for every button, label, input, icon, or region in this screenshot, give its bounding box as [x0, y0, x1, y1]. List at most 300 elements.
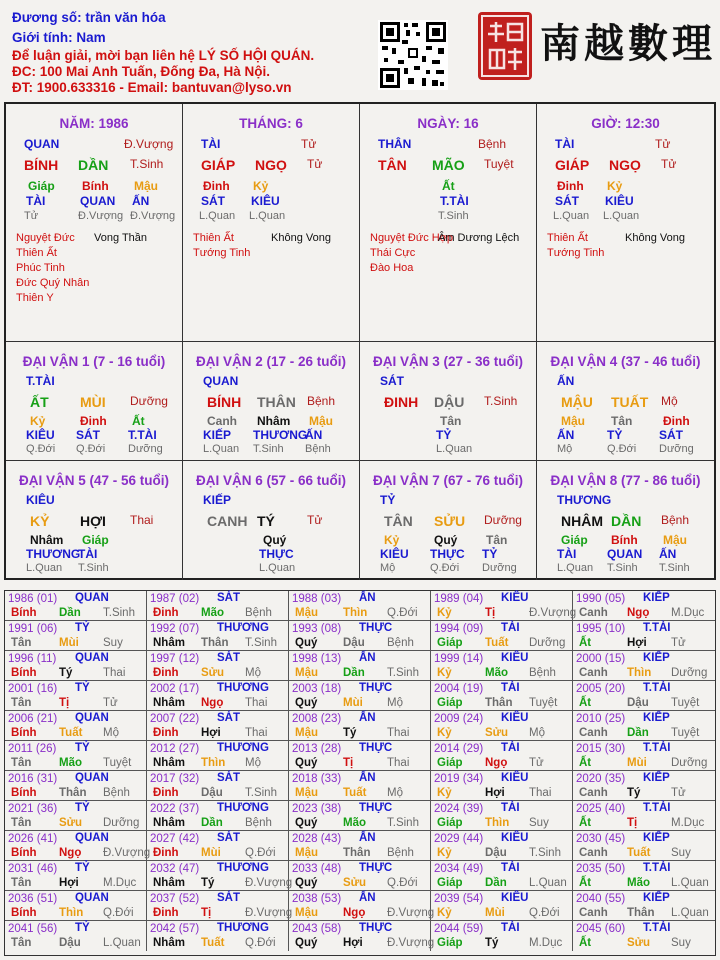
luck-hidden-stem: Quý — [434, 533, 458, 547]
year-cell — [573, 891, 715, 921]
year-stem: Kỷ — [437, 787, 452, 799]
year-label: 2015 (30) — [576, 743, 626, 755]
star-left: Tướng Tinh — [193, 247, 251, 259]
luck-state: Tử — [307, 513, 323, 527]
luck-god: KIÊU — [26, 493, 55, 507]
year-god: THỰC — [359, 682, 393, 694]
luck-title: ĐẠI VẬN 6 (57 - 66 tuổi) — [195, 473, 347, 488]
year-label: 1993 (08) — [292, 623, 342, 635]
year-state: Dưỡng — [103, 817, 140, 829]
year-stem: Ất — [579, 817, 592, 829]
year-state: Đ.Vượng — [387, 907, 435, 919]
pillar-cell — [183, 104, 360, 342]
year-branch: Tuất — [343, 787, 367, 799]
year-state: Dưỡng — [671, 667, 708, 679]
year-stem: Quý — [295, 697, 318, 709]
year-god: THƯƠNG — [217, 802, 269, 814]
year-label: 1999 (14) — [434, 653, 484, 665]
luck-hidden-god: THỰC — [430, 547, 465, 561]
year-stem: Quý — [295, 937, 318, 949]
year-cell — [5, 651, 147, 681]
year-cell — [5, 771, 147, 801]
luck-hidden-stem: Ất — [132, 414, 145, 428]
year-god: KIẾP — [643, 712, 670, 724]
year-cell — [147, 741, 289, 771]
year-label: 2024 (39) — [434, 803, 484, 815]
luck-god: QUAN — [203, 374, 239, 388]
pillar-cell — [537, 104, 714, 342]
year-branch: Thìn — [201, 757, 226, 769]
year-branch: Mão — [627, 877, 650, 889]
year-state: Tử — [529, 757, 544, 769]
hidden-god: KIÊU — [251, 194, 280, 208]
luck-hidden-state: L.Quan — [26, 562, 63, 574]
year-cell — [431, 831, 573, 861]
luck-title: ĐẠI VẬN 2 (17 - 26 tuổi) — [195, 354, 347, 369]
year-branch: Sửu — [627, 937, 651, 949]
luck-hidden-stem: Kỷ — [30, 414, 46, 428]
year-label: 2017 (32) — [150, 773, 200, 785]
year-god: TỶ — [75, 622, 90, 634]
year-stem: Tân — [11, 697, 32, 709]
year-cell — [289, 831, 431, 861]
year-label: 2009 (24) — [434, 713, 484, 725]
year-cell — [573, 621, 715, 651]
year-god: TÀI — [501, 922, 520, 934]
hidden-god: T.TÀI — [440, 194, 469, 208]
year-branch: Mùi — [627, 757, 647, 769]
year-god: KIÊU — [501, 712, 529, 724]
luck-hidden-stem: Quý — [263, 533, 287, 547]
luck-branch: TUẤT — [611, 394, 649, 410]
year-state: L.Quan — [103, 937, 141, 949]
year-stem: Giáp — [437, 937, 463, 949]
year-stem: Canh — [579, 787, 608, 799]
hidden-stem: Kỷ — [607, 179, 623, 193]
star-left: Tướng Tinh — [547, 247, 605, 259]
year-cell — [147, 681, 289, 711]
year-stem: Bính — [11, 787, 37, 799]
luck-hidden-god: THƯƠNG — [26, 547, 81, 561]
year-stem: Nhâm — [153, 817, 185, 829]
year-label: 2045 (60) — [576, 923, 626, 935]
year-branch: Tuất — [627, 847, 651, 859]
luck-hidden-state: Dưỡng — [128, 443, 163, 455]
year-state: Q.Đới — [387, 607, 418, 619]
year-stem: Canh — [579, 727, 608, 739]
year-cell — [5, 741, 147, 771]
year-cell — [573, 831, 715, 861]
star-left: Thiên Ất — [193, 232, 234, 244]
year-god: KIÊU — [501, 592, 529, 604]
luck-hidden-stem: Mậu — [309, 414, 333, 428]
year-cell — [147, 921, 289, 951]
year-state: M.Dục — [103, 877, 137, 889]
year-god: THƯƠNG — [217, 922, 269, 934]
year-cell — [431, 921, 573, 951]
year-branch: Sửu — [485, 727, 509, 739]
year-state: Đ.Vượng — [387, 937, 435, 949]
hidden-god: KIÊU — [605, 194, 634, 208]
year-label: 2020 (35) — [576, 773, 626, 785]
year-god: THƯƠNG — [217, 862, 269, 874]
year-label: 2028 (43) — [292, 833, 342, 845]
year-branch: Thìn — [485, 817, 510, 829]
year-state: T.Sinh — [387, 817, 419, 829]
year-stem: Giáp — [437, 757, 463, 769]
year-stem: Quý — [295, 757, 318, 769]
year-branch: Ngọ — [343, 907, 366, 919]
luck-stem: KỶ — [30, 513, 50, 529]
year-god: KIÊU — [501, 652, 529, 664]
year-god: ẤN — [359, 652, 376, 664]
year-stem: Đinh — [153, 847, 179, 859]
year-god: T.TÀI — [643, 922, 671, 934]
star-left: Thiên Ất — [547, 232, 588, 244]
year-cell — [147, 651, 289, 681]
year-state: T.Sinh — [529, 847, 561, 859]
year-branch: Ngọ — [59, 847, 82, 859]
year-cell — [573, 801, 715, 831]
luck-hidden-god: TÀI — [78, 547, 98, 561]
luck-hidden-stem: Giáp — [82, 533, 109, 547]
luck-god: KIẾP — [203, 493, 232, 507]
luck-hidden-state: Mộ — [557, 443, 573, 455]
luck-hidden-god: THỰC — [259, 547, 294, 561]
year-cell — [147, 891, 293, 921]
hidden-state: Đ.Vượng — [78, 210, 124, 222]
luck-hidden-god: SÁT — [76, 428, 100, 442]
star-left: Thái Cực — [370, 247, 416, 259]
luck-state: Dưỡng — [130, 394, 168, 408]
year-branch: Sửu — [201, 667, 225, 679]
year-cell — [147, 591, 289, 621]
year-god: TÀI — [501, 862, 520, 874]
subject-name: Đương số: trần văn hóa — [12, 10, 166, 25]
year-stem: Nhâm — [153, 757, 185, 769]
year-god: THƯƠNG — [217, 622, 269, 634]
star-right: Không Vong — [271, 232, 331, 244]
luck-god: ẤN — [557, 374, 575, 388]
luck-stem: NHÂM — [561, 513, 603, 529]
year-label: 1995 (10) — [576, 623, 626, 635]
annual-table — [4, 590, 716, 956]
year-god: TỶ — [75, 802, 90, 814]
year-god: QUAN — [75, 772, 109, 784]
year-branch: Thân — [59, 787, 87, 799]
year-god: SÁT — [217, 712, 240, 724]
year-god: SÁT — [217, 592, 240, 604]
year-god: TÀI — [501, 622, 520, 634]
year-state: Tuyệt — [529, 697, 558, 709]
pillar-stem: GIÁP — [201, 157, 236, 173]
hidden-state: L.Quan — [199, 210, 236, 222]
year-state: Đ.Vượng — [103, 847, 151, 859]
year-stem: Canh — [579, 907, 608, 919]
year-branch: Thân — [343, 847, 371, 859]
year-state: Suy — [529, 817, 549, 829]
luck-pillar-cell — [183, 461, 360, 580]
pillar-branch: NGỌ — [609, 157, 641, 173]
year-label: 2011 (26) — [8, 743, 57, 755]
year-stem: Mậu — [295, 667, 318, 679]
luck-state: Bệnh — [307, 394, 336, 408]
year-branch: Tị — [485, 607, 496, 619]
year-stem: Tân — [11, 757, 32, 769]
year-stem: Tân — [11, 937, 32, 949]
year-branch: Ngọ — [627, 607, 650, 619]
pillar-branch: DẦN — [78, 157, 109, 173]
pillar-stem: BÍNH — [24, 157, 59, 173]
luck-hidden-god: T.TÀI — [128, 428, 157, 442]
luck-hidden-state: Q.Đới — [26, 443, 56, 455]
year-state: Bệnh — [529, 667, 556, 679]
luck-hidden-state: Q.Đới — [76, 443, 106, 455]
year-branch: Tuất — [485, 637, 509, 649]
year-state: Bệnh — [387, 637, 414, 649]
star-left: Thiên Ất — [16, 247, 57, 259]
year-branch: Hợi — [343, 937, 363, 949]
year-branch: Mùi — [343, 697, 363, 709]
year-stem: Tân — [11, 877, 32, 889]
year-cell — [289, 741, 431, 771]
luck-hidden-stem: Đinh — [80, 414, 107, 428]
year-cell — [289, 651, 431, 681]
year-state: Suy — [671, 937, 691, 949]
luck-branch: HỢI — [80, 513, 106, 529]
year-cell — [147, 801, 289, 831]
year-label: 2016 (31) — [8, 773, 58, 785]
luck-god: THƯƠNG — [557, 493, 612, 507]
year-label: 1986 (01) — [8, 593, 58, 605]
year-branch: Mùi — [201, 847, 221, 859]
year-state: Bệnh — [103, 787, 130, 799]
year-stem: Ất — [579, 697, 592, 709]
year-branch: Dậu — [59, 937, 81, 949]
year-state: L.Quan — [529, 877, 567, 889]
star-left: Nguyệt Đức Hợp — [370, 232, 454, 244]
year-state: Q.Đới — [529, 907, 560, 919]
year-state: Thai — [529, 787, 552, 799]
year-cell — [431, 681, 573, 711]
address: ĐC: 100 Mai Anh Tuấn, Đống Đa, Hà Nội. — [12, 64, 271, 79]
year-god: ẤN — [359, 592, 376, 604]
year-cell — [431, 651, 573, 681]
year-cell — [147, 621, 289, 651]
year-label: 2038 (53) — [292, 893, 342, 905]
year-branch: Tý — [343, 727, 357, 739]
year-stem: Canh — [579, 847, 608, 859]
year-label: 2044 (59) — [434, 923, 484, 935]
year-god: THƯƠNG — [217, 742, 269, 754]
year-branch: Hợi — [201, 727, 221, 739]
year-god: TỶ — [75, 922, 90, 934]
year-branch: Tuất — [201, 937, 225, 949]
year-label: 1991 (06) — [8, 623, 58, 635]
year-cell — [573, 921, 715, 951]
year-label: 2041 (56) — [8, 923, 58, 935]
star-left: Phúc Tinh — [16, 262, 65, 274]
gender: Giới tính: Nam — [12, 30, 106, 45]
luck-hidden-stem: Mậu — [561, 414, 585, 428]
year-state: Thai — [387, 727, 410, 739]
year-label: 2019 (34) — [434, 773, 484, 785]
year-label: 2026 (41) — [8, 833, 58, 845]
hidden-god: SÁT — [555, 194, 579, 208]
year-label: 2012 (27) — [150, 743, 200, 755]
hidden-stem: Ất — [442, 179, 455, 193]
pillar-top-god: THÂN — [378, 137, 412, 151]
year-state: Thai — [387, 757, 410, 769]
year-state: Bệnh — [245, 817, 272, 829]
luck-pillar-cell — [360, 461, 537, 580]
year-branch: Tị — [627, 817, 638, 829]
year-branch: Dần — [485, 877, 507, 889]
year-cell — [5, 681, 147, 711]
header — [0, 0, 720, 100]
luck-hidden-state: Bệnh — [305, 443, 331, 455]
year-god: SÁT — [217, 772, 240, 784]
year-stem: Nhâm — [153, 697, 185, 709]
luck-pillar-cell — [537, 461, 714, 580]
year-state: Đ.Vượng — [529, 607, 577, 619]
luck-hidden-god: KIẾP — [203, 428, 232, 442]
year-state: L.Quan — [671, 907, 709, 919]
year-label: 2006 (21) — [8, 713, 58, 725]
luck-stem: BÍNH — [207, 394, 242, 410]
luck-hidden-state: T.Sinh — [659, 562, 690, 574]
year-god: TỶ — [75, 742, 90, 754]
luck-stem: ẤT — [30, 394, 49, 410]
year-state: Thai — [103, 667, 126, 679]
year-branch: Tý — [201, 877, 215, 889]
year-cell — [431, 891, 573, 921]
year-stem: Ất — [579, 877, 592, 889]
year-stem: Kỷ — [437, 667, 452, 679]
year-cell — [289, 591, 431, 621]
year-state: Mộ — [529, 727, 545, 739]
year-stem: Quý — [295, 637, 318, 649]
pillar-stem: GIÁP — [555, 157, 590, 173]
year-branch: Mùi — [485, 907, 505, 919]
year-label: 2022 (37) — [150, 803, 200, 815]
hidden-state: L.Quan — [603, 210, 640, 222]
year-god: ẤN — [359, 712, 376, 724]
hidden-state: L.Quan — [553, 210, 590, 222]
star-left: Đào Hoa — [370, 262, 414, 274]
luck-hidden-state: L.Quan — [557, 562, 594, 574]
qr-code-icon[interactable] — [378, 20, 448, 90]
year-stem: Giáp — [437, 817, 463, 829]
year-cell — [5, 711, 147, 741]
luck-hidden-stem: Đinh — [663, 414, 690, 428]
year-god: TỶ — [75, 862, 90, 874]
year-state: M.Dục — [671, 607, 705, 619]
luck-hidden-god: TỶ — [482, 547, 498, 561]
year-state: T.Sinh — [387, 667, 419, 679]
pillar-branch: NGỌ — [255, 157, 287, 173]
year-state: Mộ — [245, 757, 261, 769]
year-state: Dưỡng — [529, 637, 566, 649]
year-stem: Ất — [579, 937, 592, 949]
year-stem: Đinh — [153, 907, 179, 919]
luck-hidden-stem: Mậu — [663, 533, 687, 547]
year-cell — [573, 771, 715, 801]
luck-hidden-god: QUAN — [607, 547, 643, 561]
year-branch: Tý — [485, 937, 499, 949]
year-god: ẤN — [359, 832, 376, 844]
luck-hidden-state: T.Sinh — [253, 443, 284, 455]
luck-hidden-state: L.Quan — [436, 443, 473, 455]
year-branch: Sửu — [343, 877, 367, 889]
year-state: Tuyệt — [103, 757, 132, 769]
year-cell — [5, 921, 147, 951]
luck-branch: TÝ — [257, 513, 275, 529]
hidden-stem: Đinh — [203, 179, 230, 193]
luck-hidden-state: Q.Đới — [607, 443, 637, 455]
year-stem: Nhâm — [153, 877, 185, 889]
year-label: 1997 (12) — [150, 653, 200, 665]
luck-hidden-stem: Kỷ — [384, 533, 400, 547]
seal-logo-icon — [478, 12, 532, 80]
year-branch: Sửu — [59, 817, 83, 829]
pillar-branch: MÃO — [432, 157, 465, 173]
year-god: ẤN — [359, 892, 376, 904]
luck-hidden-state: T.Sinh — [78, 562, 109, 574]
year-stem: Ất — [579, 637, 592, 649]
hidden-state: Tử — [24, 210, 39, 222]
luck-hidden-god: SÁT — [659, 428, 683, 442]
year-state: Q.Đới — [245, 937, 276, 949]
year-label: 1994 (09) — [434, 623, 484, 635]
year-god: THỰC — [359, 802, 393, 814]
year-label: 2031 (46) — [8, 863, 58, 875]
pillar-stem: TÂN — [378, 157, 407, 173]
luck-hidden-stem: Tân — [440, 414, 462, 428]
year-state: T.Sinh — [245, 637, 277, 649]
year-state: Tuyệt — [671, 727, 700, 739]
year-stem: Mậu — [295, 907, 318, 919]
year-stem: Kỷ — [437, 607, 452, 619]
luck-hidden-state: T.Sinh — [607, 562, 638, 574]
year-stem: Ất — [579, 757, 592, 769]
year-stem: Đinh — [153, 667, 179, 679]
luck-hidden-god: TÀI — [557, 547, 577, 561]
year-stem: Đinh — [153, 727, 179, 739]
year-branch: Dậu — [485, 847, 507, 859]
luck-pillar-cell — [360, 342, 537, 461]
year-label: 2008 (23) — [292, 713, 342, 725]
year-cell — [5, 831, 151, 861]
year-stem: Mậu — [295, 787, 318, 799]
year-label: 2004 (19) — [434, 683, 484, 695]
year-branch: Thìn — [343, 607, 368, 619]
luck-stem: TÂN — [384, 513, 413, 529]
year-label: 2039 (54) — [434, 893, 484, 905]
luck-hidden-state: Q.Đới — [430, 562, 460, 574]
brand-title: 南越數理 — [540, 20, 716, 67]
year-branch: Mão — [201, 607, 224, 619]
luck-pillar-cell — [6, 461, 183, 580]
luck-hidden-state: L.Quan — [203, 443, 240, 455]
year-cell — [289, 891, 435, 921]
year-label: 2037 (52) — [150, 893, 200, 905]
year-cell — [289, 681, 431, 711]
year-state: Suy — [671, 847, 691, 859]
year-label: 2036 (51) — [8, 893, 58, 905]
year-cell — [289, 771, 431, 801]
year-branch: Dần — [627, 727, 649, 739]
